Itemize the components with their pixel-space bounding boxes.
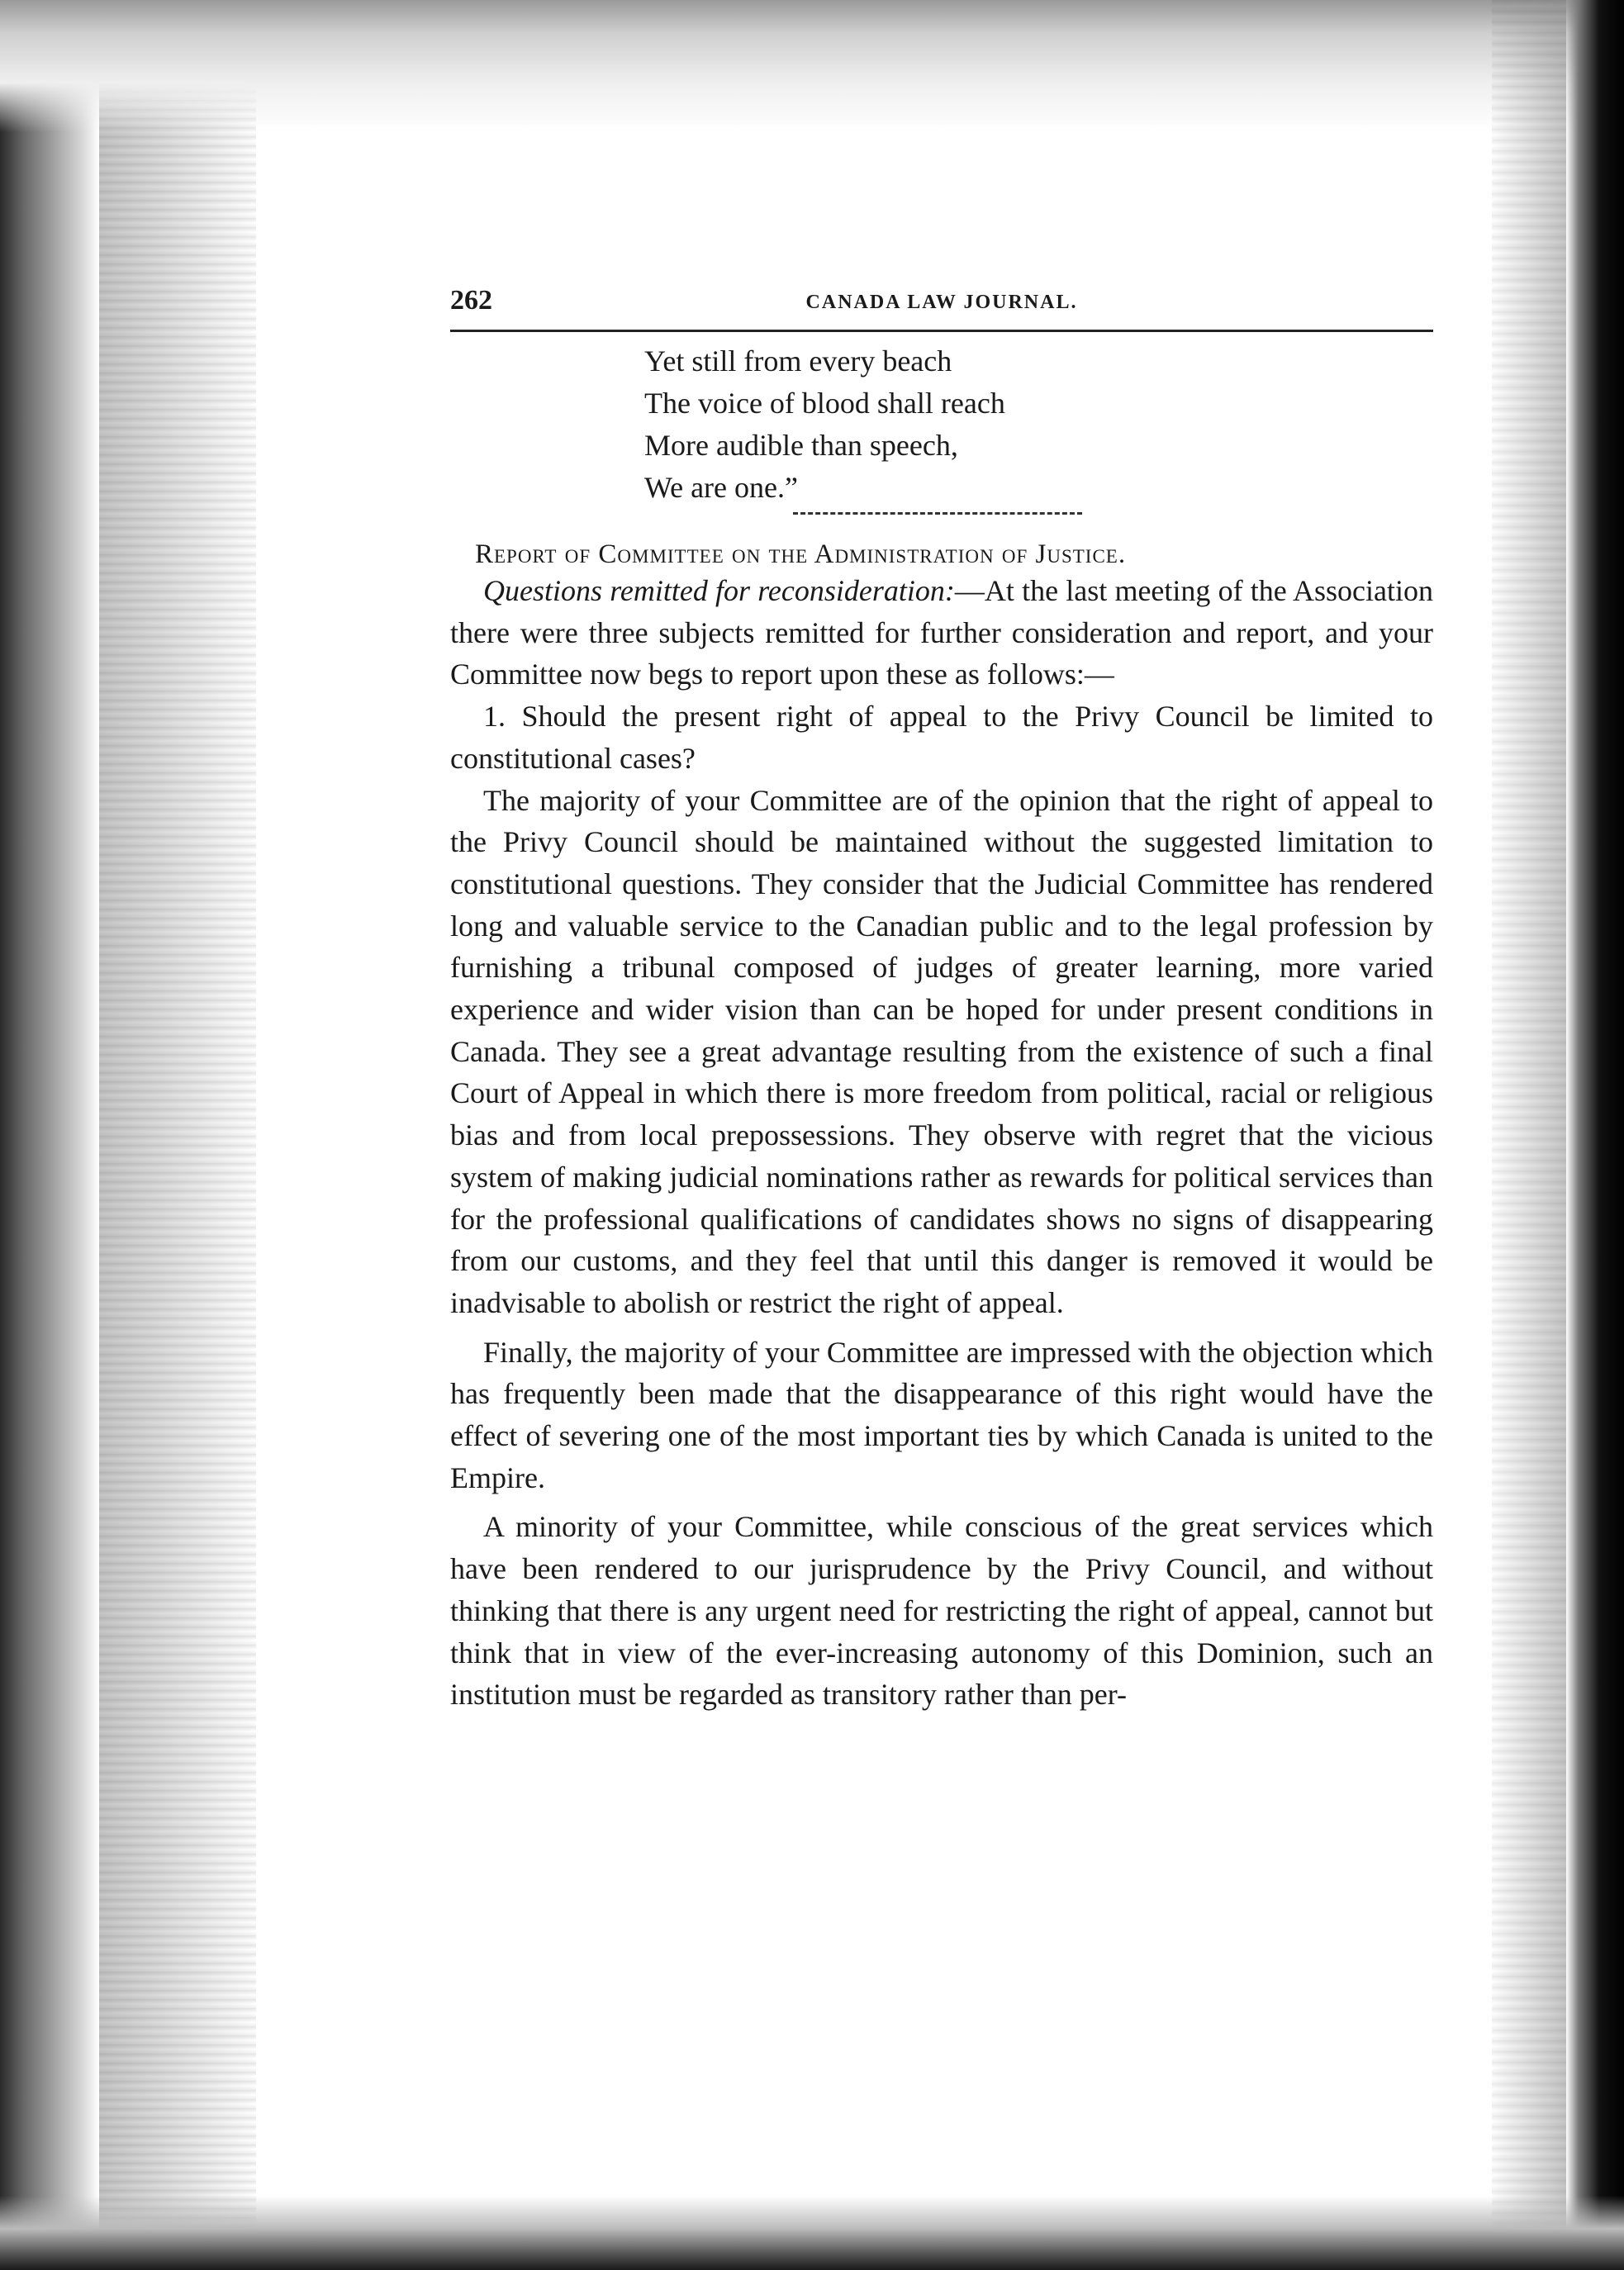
journal-page <box>450 285 1433 1716</box>
question-1: 1. Should the present right of appeal to the Privy Council be limited to constitutional cases? <box>450 700 1433 775</box>
intro-paragraph <box>450 570 1433 696</box>
scan-edge-right <box>1566 0 1624 2270</box>
poem-line: We are one.” <box>644 471 798 504</box>
majority-opinion-paragraph: The majority of your Committee are of the opinion that the right of appeal to the Privy Council should be maintained without the suggested limitation to constitutional questions. They consider that the Judicial Committee has rendered long and valuable service to the Canadian public and to the legal profession by furnishing a tribunal composed of judges of greater learning, more varied experience and wider vision than can be hoped for under present conditions in Canada. They see a great advantage resulting from the existence of such a final Court of Appeal in which there is more freedom from political, racial or religious bias and from local prepossessions. They observe with regret that the vicious system of making judicial nominations rather as rewards for political services than for the professional qualifications of candidates shows no signs of disappearing from our customs, and they feel that until this danger is removed it would be inadvisable to abolish or restrict the right of appeal. <box>450 783 1433 1319</box>
poem-line: The voice of blood shall reach <box>644 387 1005 420</box>
section-separator <box>793 512 1082 515</box>
page-number: 262 <box>450 285 492 316</box>
section-heading: Report of Committee on the Administration of Justice. <box>475 539 1127 569</box>
intro-lead: Questions remitted for reconsideration: <box>483 574 955 607</box>
running-head <box>450 285 1433 326</box>
intro-text: —At the last meeting of the Association there were three subjects remitted for further consideration and report, and your Committee now begs to report upon these as follows:— <box>450 574 1433 691</box>
poem-line: Yet still from every beach <box>644 344 952 378</box>
majority-objection-paragraph: Finally, the majority of your Committee are impressed with the objection which has frequently been made that the disappearance of this right would have the effect of severing one of the most important ties by which Canada is united to the Empire. <box>450 1335 1433 1494</box>
scan-edge-top <box>0 0 1624 132</box>
minority-opinion-paragraph: A minority of your Committee, while conscious of the great services which have been rendered to our jurisprudence by the Privy Council, and without thinking that there is any urgent need for restricting the right of appeal, cannot but think that in view of the ever-increasing autonomy of this Dominion, such an institution must be regarded as transitory rather than per- <box>450 1510 1433 1712</box>
journal-title: CANADA LAW JOURNAL. <box>805 292 1078 313</box>
poem-line: More audible than speech, <box>644 429 958 462</box>
header-rule <box>450 330 1433 332</box>
scan-shadow-left <box>99 0 256 2270</box>
poem-stanza <box>644 340 1433 509</box>
scan-shadow-right <box>1492 0 1566 2270</box>
scan-edge-left <box>0 0 99 2270</box>
scan-edge-bottom <box>0 2196 1624 2270</box>
